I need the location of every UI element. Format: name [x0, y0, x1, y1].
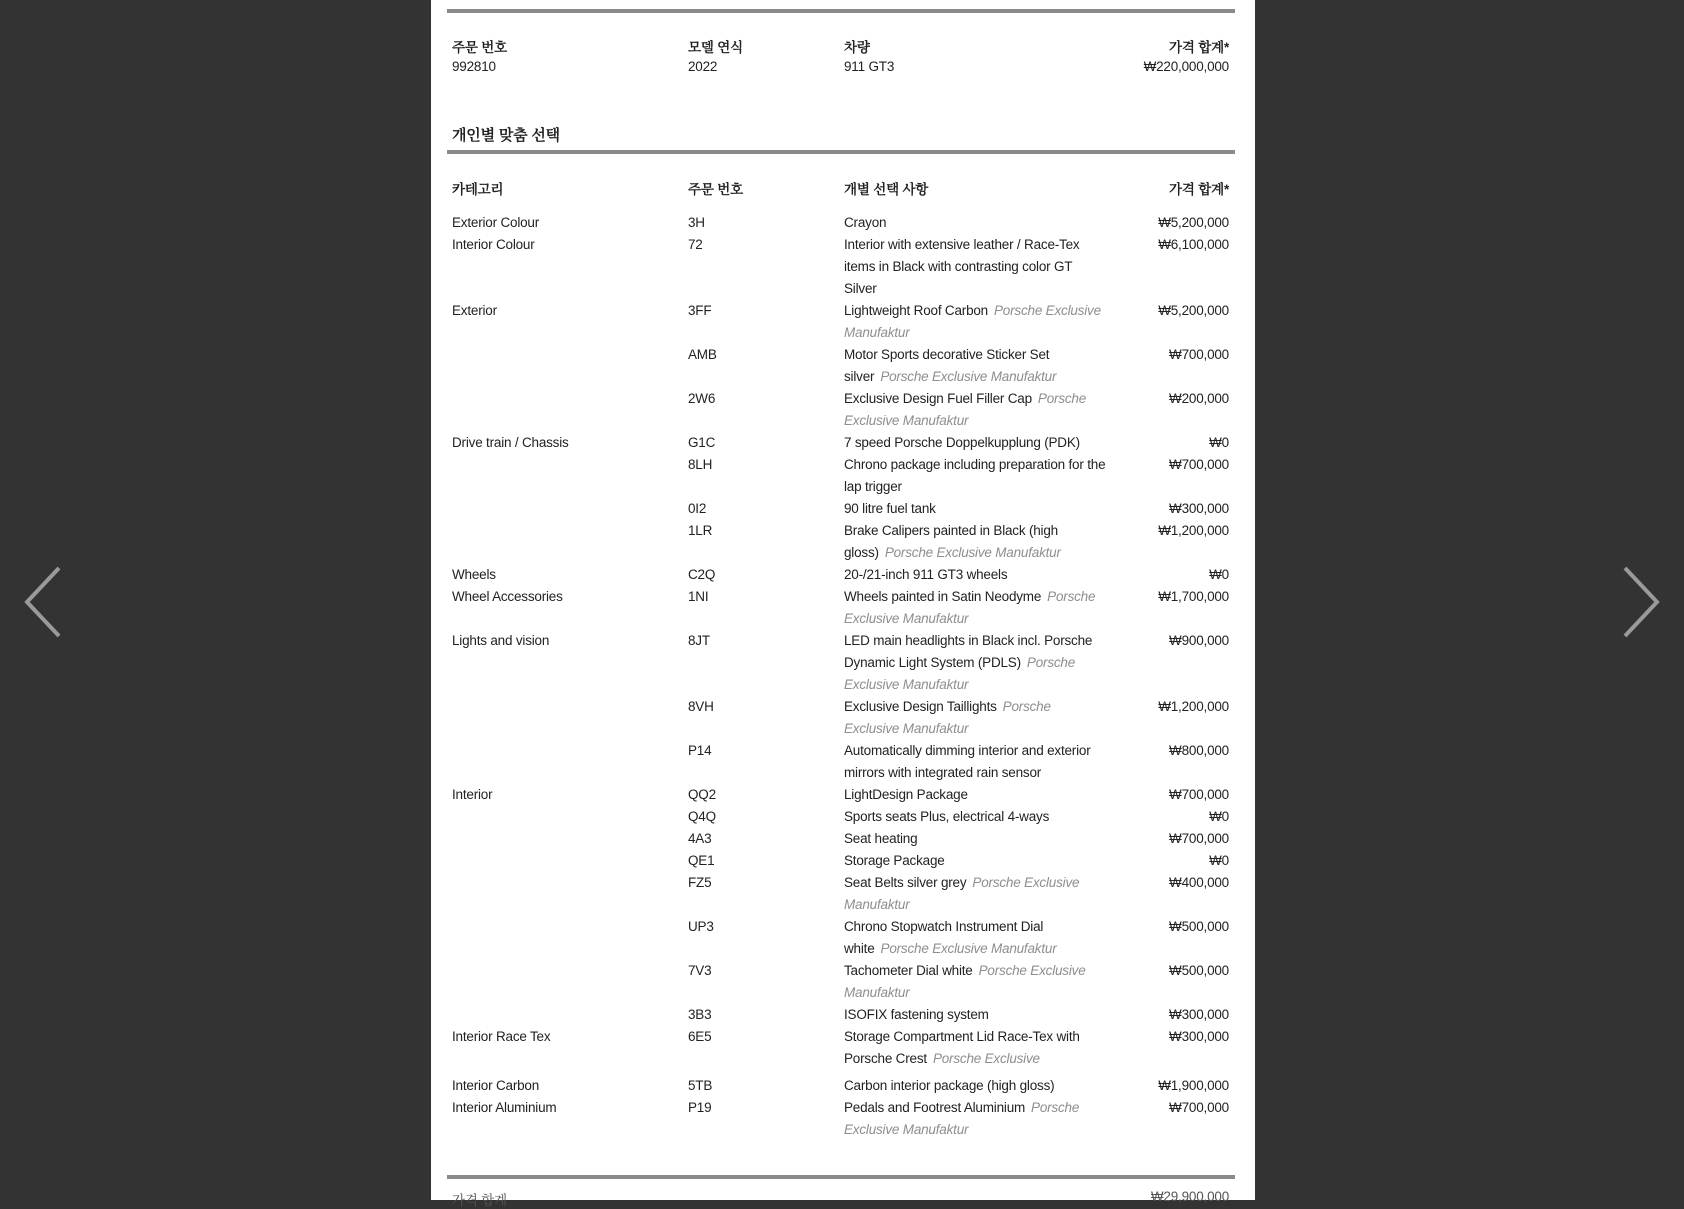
option-description-cell — [844, 498, 1106, 520]
table-row — [452, 520, 1229, 564]
option-description: Exclusive Design Fuel Filler Cap — [844, 391, 1032, 406]
option-description: LightDesign Package — [844, 787, 968, 802]
next-page-button[interactable] — [1616, 562, 1666, 642]
option-description-cell — [844, 916, 1106, 960]
option-description: Chrono package including preparation for the lap trigger — [844, 457, 1106, 494]
option-category: Exterior Colour — [452, 215, 540, 230]
option-description: Lightweight Roof Carbon — [844, 303, 988, 318]
option-description: ISOFIX fastening system — [844, 1007, 989, 1022]
option-price: ₩300,000 — [1169, 501, 1229, 516]
option-code: P14 — [688, 743, 712, 758]
table-row — [452, 344, 1229, 388]
table-row — [452, 630, 1229, 696]
option-price: ₩1,200,000 — [1158, 523, 1229, 538]
footer-total-label: 가격 합계 — [452, 1193, 507, 1208]
option-code: QE1 — [688, 853, 715, 868]
option-description-cell — [844, 784, 1106, 806]
option-code: G1C — [688, 435, 716, 450]
table-row — [452, 740, 1229, 784]
option-code: 8LH — [688, 457, 713, 472]
order-number-column-header: 주문 번호 — [688, 182, 743, 197]
option-category: Interior Race Tex — [452, 1029, 551, 1044]
option-description: LED main headlights in Black incl. Porsche Dynamic Light System (PDLS) — [844, 633, 1093, 670]
option-code: UP3 — [688, 919, 714, 934]
option-price: ₩0 — [1209, 853, 1229, 868]
option-price: ₩900,000 — [1169, 633, 1229, 648]
option-description-cell — [844, 850, 1106, 872]
option-code: 8VH — [688, 699, 714, 714]
option-category: Interior — [452, 787, 493, 802]
table-row — [452, 696, 1229, 740]
model-year-value: 2022 — [688, 59, 718, 74]
divider — [447, 150, 1235, 154]
option-description-cell — [844, 1004, 1106, 1026]
table-row — [452, 432, 1229, 454]
option-category: Interior Aluminium — [452, 1100, 557, 1115]
option-category: Lights and vision — [452, 633, 550, 648]
option-description-cell — [844, 740, 1106, 784]
exclusive-manufaktur-note: Porsche Exclusive Manufaktur — [884, 545, 1061, 560]
option-description-cell — [844, 1097, 1106, 1141]
document-page — [431, 0, 1255, 1208]
option-code: 2W6 — [688, 391, 716, 406]
option-description: Pedals and Footrest Aluminium — [844, 1100, 1026, 1115]
option-code: C2Q — [688, 567, 716, 582]
option-code: FZ5 — [688, 875, 712, 890]
divider — [447, 9, 1235, 13]
option-description-cell — [844, 454, 1106, 498]
option-price: ₩6,100,000 — [1158, 237, 1229, 252]
option-price: ₩700,000 — [1169, 1100, 1229, 1115]
exclusive-manufaktur-note: Porsche Exclusive Manufaktur — [844, 699, 1051, 736]
option-description-cell — [844, 520, 1106, 564]
option-description: 7 speed Porsche Doppelkupplung (PDK) — [844, 435, 1080, 450]
option-description: Automatically dimming interior and exterior mirrors with integrated rain sensor — [844, 743, 1091, 780]
table-row — [452, 916, 1229, 960]
option-code: 0I2 — [688, 501, 707, 516]
table-row — [452, 388, 1229, 432]
exclusive-manufaktur-note: Porsche Exclusive Manufaktur — [844, 963, 1086, 1000]
option-description-cell — [844, 432, 1106, 454]
order-number-label: 주문 번호 — [452, 40, 507, 55]
option-category: Wheels — [452, 567, 496, 582]
vehicle-label: 차량 — [844, 40, 870, 55]
option-description: Motor Sports decorative Sticker Set silver — [844, 347, 1050, 384]
option-description: Wheels painted in Satin Neodyme — [844, 589, 1042, 604]
option-category: Exterior — [452, 303, 497, 318]
option-description-cell — [844, 828, 1106, 850]
option-code: 1LR — [688, 523, 713, 538]
option-description-cell — [844, 586, 1106, 630]
exclusive-manufaktur-note: Porsche Exclusive Manufaktur — [844, 589, 1096, 626]
option-price: ₩5,200,000 — [1158, 303, 1229, 318]
previous-page-button[interactable] — [18, 562, 68, 642]
option-code: 6E5 — [688, 1029, 712, 1044]
option-code: AMB — [688, 347, 717, 362]
option-description-cell — [844, 344, 1106, 388]
section-title: 개인별 맞춤 선택 — [452, 127, 560, 144]
options-table — [452, 212, 1229, 1141]
option-description-cell — [844, 960, 1106, 1004]
table-row — [452, 1097, 1229, 1141]
exclusive-manufaktur-note: Porsche Exclusive — [932, 1051, 1040, 1066]
option-code: 3FF — [688, 303, 712, 318]
price-column-header: 가격 합계* — [1169, 182, 1229, 197]
exclusive-manufaktur-note: Porsche Exclusive Manufaktur — [844, 1100, 1080, 1137]
chevron-left-icon — [21, 564, 65, 640]
option-description: Seat Belts silver grey — [844, 875, 967, 890]
exclusive-manufaktur-note: Porsche Exclusive Manufaktur — [844, 655, 1076, 692]
option-description-cell — [844, 806, 1106, 828]
option-price: ₩300,000 — [1169, 1029, 1229, 1044]
option-price: ₩1,900,000 — [1158, 1078, 1229, 1093]
table-row — [452, 300, 1229, 344]
table-row — [452, 784, 1229, 806]
option-category: Interior Carbon — [452, 1078, 540, 1093]
option-price: ₩5,200,000 — [1158, 215, 1229, 230]
option-code: 7V3 — [688, 963, 712, 978]
option-description-cell — [844, 872, 1106, 916]
option-description-cell — [844, 234, 1106, 300]
option-description-cell — [844, 564, 1106, 586]
option-price: ₩1,200,000 — [1158, 699, 1229, 714]
option-code: 72 — [688, 237, 703, 252]
option-price: ₩800,000 — [1169, 743, 1229, 758]
exclusive-manufaktur-note: Porsche Exclusive Manufaktur — [844, 391, 1087, 428]
option-description: 20-/21-inch 911 GT3 wheels — [844, 567, 1008, 582]
option-description-cell — [844, 1075, 1106, 1097]
table-row — [452, 828, 1229, 850]
vehicle-value: 911 GT3 — [844, 59, 895, 74]
exclusive-manufaktur-note: Porsche Exclusive Manufaktur — [880, 369, 1057, 384]
table-row — [452, 564, 1229, 586]
option-description: 90 litre fuel tank — [844, 501, 936, 516]
option-price: ₩0 — [1209, 809, 1229, 824]
option-description: Seat heating — [844, 831, 918, 846]
option-category: Wheel Accessories — [452, 589, 563, 604]
table-row — [452, 1075, 1229, 1097]
model-year-label: 모델 연식 — [688, 40, 743, 55]
option-description: Brake Calipers painted in Black (high gloss) — [844, 523, 1058, 560]
footer-total-value: ₩29,900,000 — [1150, 1189, 1229, 1204]
option-price: ₩700,000 — [1169, 831, 1229, 846]
option-price: ₩200,000 — [1169, 391, 1229, 406]
option-price: ₩400,000 — [1169, 875, 1229, 890]
option-price: ₩0 — [1209, 435, 1229, 450]
option-price: ₩300,000 — [1169, 1007, 1229, 1022]
option-code: Q4Q — [688, 809, 716, 824]
option-description-cell — [844, 696, 1106, 740]
option-description: Sports seats Plus, electrical 4-ways — [844, 809, 1050, 824]
exclusive-manufaktur-note: Porsche Exclusive Manufaktur — [844, 875, 1080, 912]
divider — [447, 1175, 1235, 1179]
table-row — [452, 960, 1229, 1004]
total-price-value: ₩220,000,000 — [1143, 59, 1229, 74]
option-description-cell — [844, 300, 1106, 344]
option-description: Exclusive Design Taillights — [844, 699, 997, 714]
option-price: ₩700,000 — [1169, 347, 1229, 362]
option-code: 3H — [688, 215, 705, 230]
option-code: 3B3 — [688, 1007, 712, 1022]
table-row — [452, 872, 1229, 916]
order-number-value: 992810 — [452, 59, 496, 74]
option-price: ₩700,000 — [1169, 787, 1229, 802]
table-row — [452, 806, 1229, 828]
option-code: P19 — [688, 1100, 712, 1115]
option-code: 5TB — [688, 1078, 713, 1093]
table-row — [452, 1026, 1229, 1070]
option-description: Carbon interior package (high gloss) — [844, 1078, 1055, 1093]
option-code: QQ2 — [688, 787, 716, 802]
option-price: ₩1,700,000 — [1158, 589, 1229, 604]
option-description: Tachometer Dial white — [844, 963, 973, 978]
option-code: 8JT — [688, 633, 710, 648]
total-price-label: 가격 합계* — [1169, 40, 1229, 55]
exclusive-manufaktur-note: Porsche Exclusive Manufaktur — [844, 303, 1101, 340]
option-description: Chrono Stopwatch Instrument Dial white — [844, 919, 1044, 956]
option-code: 4A3 — [688, 831, 712, 846]
option-description: Interior with extensive leather / Race-Tex items in Black with contrasting color GT Silver — [844, 237, 1080, 296]
chevron-right-icon — [1619, 564, 1663, 640]
option-description: Storage Compartment Lid Race-Tex with Porsche Crest — [844, 1029, 1080, 1066]
exclusive-manufaktur-note: Porsche Exclusive Manufaktur — [880, 941, 1057, 956]
option-price: ₩700,000 — [1169, 457, 1229, 472]
category-column-header: 카테고리 — [452, 182, 504, 197]
table-row — [452, 234, 1229, 300]
option-price: ₩500,000 — [1169, 919, 1229, 934]
option-description: Crayon — [844, 215, 887, 230]
option-price: ₩0 — [1209, 567, 1229, 582]
table-row — [452, 212, 1229, 234]
option-description-cell — [844, 630, 1106, 696]
table-row — [452, 454, 1229, 498]
option-column-header: 개별 선택 사항 — [844, 182, 929, 197]
table-row — [452, 498, 1229, 520]
option-code: 1NI — [688, 589, 709, 604]
option-category: Drive train / Chassis — [452, 435, 569, 450]
option-description-cell — [844, 1026, 1106, 1070]
option-description: Storage Package — [844, 853, 945, 868]
option-price: ₩500,000 — [1169, 963, 1229, 978]
table-row — [452, 586, 1229, 630]
table-row — [452, 850, 1229, 872]
option-description-cell — [844, 212, 1106, 234]
option-category: Interior Colour — [452, 237, 535, 252]
table-row — [452, 1004, 1229, 1026]
option-description-cell — [844, 388, 1106, 432]
